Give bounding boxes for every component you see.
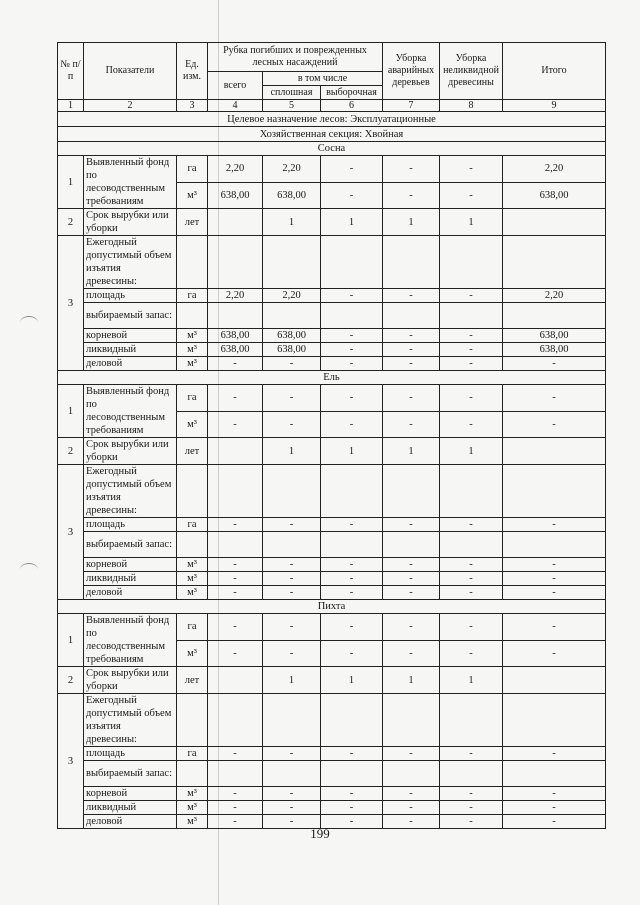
table-row [58, 289, 606, 303]
value-cell: - [440, 787, 503, 801]
empty-cell [177, 465, 208, 518]
value-cell: - [383, 572, 440, 586]
empty-cell [321, 236, 383, 289]
value-cell: - [503, 614, 606, 641]
value-cell: - [263, 815, 321, 829]
value-cell: - [321, 182, 383, 209]
unit-cell: м³ [177, 182, 208, 209]
unit-cell: лет [177, 438, 208, 465]
value-cell: - [263, 411, 321, 438]
value-cell: - [321, 787, 383, 801]
indicator-label: деловой [84, 586, 177, 600]
row-number: 1 [58, 614, 84, 667]
value-cell: - [440, 801, 503, 815]
species-row [58, 600, 606, 614]
value-cell: - [263, 572, 321, 586]
value-cell: - [321, 385, 383, 412]
indicator-label: Срок вырубки или уборки [84, 667, 177, 694]
value-cell: - [263, 518, 321, 532]
header-total: всего [208, 72, 263, 100]
indicator-label: корневой [84, 787, 177, 801]
value-cell: - [208, 572, 263, 586]
value-cell: 1 [383, 438, 440, 465]
header-selective: выборочная [321, 86, 383, 100]
value-cell: - [383, 329, 440, 343]
header-emergency: Уборка аварийных деревьев [383, 43, 440, 100]
value-cell: - [503, 747, 606, 761]
value-cell: - [321, 815, 383, 829]
value-cell: 2,20 [263, 289, 321, 303]
value-cell: 638,00 [208, 329, 263, 343]
empty-cell [208, 761, 263, 787]
empty-cell [263, 761, 321, 787]
value-cell: - [440, 518, 503, 532]
value-cell: - [208, 801, 263, 815]
value-cell: 1 [440, 209, 503, 236]
value-cell: - [263, 558, 321, 572]
value-cell: - [440, 558, 503, 572]
empty-cell [321, 465, 383, 518]
empty-cell [208, 236, 263, 289]
empty-cell [208, 303, 263, 329]
table-row [58, 156, 606, 183]
value-cell: - [383, 614, 440, 641]
table-row [58, 385, 606, 412]
value-cell: 1 [263, 667, 321, 694]
value-cell: - [503, 586, 606, 600]
value-cell: - [383, 182, 440, 209]
indicator-label: деловой [84, 815, 177, 829]
value-cell: 638,00 [208, 182, 263, 209]
unit-cell: лет [177, 667, 208, 694]
unit-cell: м³ [177, 343, 208, 357]
value-cell: 2,20 [208, 156, 263, 183]
unit-cell: га [177, 289, 208, 303]
value-cell: 1 [321, 438, 383, 465]
value-cell: - [208, 586, 263, 600]
indicator-label: Ежегодный допустимый объем изъятия древесины: [84, 694, 177, 747]
value-cell: - [263, 640, 321, 667]
empty-cell [383, 236, 440, 289]
indicator-label: Выявленный фонд по лесоводственным требованиям [84, 614, 177, 667]
value-cell: - [440, 182, 503, 209]
table-row [58, 761, 606, 787]
value-cell: 2,20 [208, 289, 263, 303]
value-cell: - [383, 801, 440, 815]
unit-cell: га [177, 614, 208, 641]
empty-cell [440, 694, 503, 747]
empty-cell [208, 532, 263, 558]
unit-cell: м³ [177, 586, 208, 600]
value-cell: - [263, 614, 321, 641]
empty-cell [177, 694, 208, 747]
unit-cell: м³ [177, 815, 208, 829]
value-cell: 1 [440, 667, 503, 694]
value-cell: - [383, 343, 440, 357]
value-cell: - [440, 614, 503, 641]
empty-cell [263, 303, 321, 329]
indicator-label: Выявленный фонд по лесоводственным требованиям [84, 156, 177, 209]
header-indicator: Показатели [84, 43, 177, 100]
indicator-label: Срок вырубки или уборки [84, 438, 177, 465]
row-number: 3 [58, 694, 84, 829]
page-number: 199 [310, 826, 330, 841]
empty-cell [383, 532, 440, 558]
empty-cell [503, 303, 606, 329]
value-cell: 638,00 [263, 182, 321, 209]
table-row [58, 747, 606, 761]
col-number: 7 [383, 100, 440, 112]
col-number: 3 [177, 100, 208, 112]
felling-table [57, 42, 606, 829]
value-cell: - [383, 357, 440, 371]
empty-cell [177, 303, 208, 329]
unit-cell: га [177, 385, 208, 412]
value-cell: 638,00 [503, 343, 606, 357]
value-cell: - [440, 343, 503, 357]
value-cell [503, 438, 606, 465]
value-cell: - [208, 640, 263, 667]
table-row [58, 614, 606, 641]
value-cell: - [263, 357, 321, 371]
row-number: 3 [58, 465, 84, 600]
species-name: Пихта [58, 600, 606, 614]
unit-cell: м³ [177, 357, 208, 371]
table-row [58, 209, 606, 236]
indicator-label: ликвидный [84, 801, 177, 815]
empty-cell [440, 532, 503, 558]
table-row [58, 558, 606, 572]
value-cell: - [503, 518, 606, 532]
value-cell: - [208, 815, 263, 829]
value-cell: - [263, 385, 321, 412]
value-cell: - [440, 357, 503, 371]
indicator-label: выбираемый запас: [84, 303, 177, 329]
value-cell: - [503, 787, 606, 801]
value-cell: 638,00 [263, 343, 321, 357]
value-cell: - [321, 572, 383, 586]
value-cell: - [440, 640, 503, 667]
empty-cell [177, 761, 208, 787]
header-itogo: Итого [503, 43, 606, 100]
unit-cell: м³ [177, 572, 208, 586]
value-cell [503, 667, 606, 694]
empty-cell [440, 761, 503, 787]
col-number: 4 [208, 100, 263, 112]
value-cell: - [383, 289, 440, 303]
indicator-label: площадь [84, 289, 177, 303]
col-number: 1 [58, 100, 84, 112]
value-cell: 1 [383, 209, 440, 236]
value-cell: - [321, 357, 383, 371]
value-cell: - [208, 357, 263, 371]
header-unit: Ед. изм. [177, 43, 208, 100]
indicator-label: Ежегодный допустимый объем изъятия древесины: [84, 236, 177, 289]
value-cell: 2,20 [503, 156, 606, 183]
indicator-label: Ежегодный допустимый объем изъятия древесины: [84, 465, 177, 518]
value-cell: 1 [440, 438, 503, 465]
empty-cell [177, 236, 208, 289]
unit-cell: м³ [177, 558, 208, 572]
value-cell: - [503, 558, 606, 572]
value-cell: - [440, 586, 503, 600]
value-cell: - [440, 156, 503, 183]
table-row [58, 465, 606, 518]
value-cell: - [208, 558, 263, 572]
empty-cell [503, 694, 606, 747]
empty-cell [503, 532, 606, 558]
punch-hole-mark [20, 316, 38, 329]
value-cell: - [321, 801, 383, 815]
unit-cell: м³ [177, 801, 208, 815]
value-cell: - [321, 614, 383, 641]
value-cell: - [321, 289, 383, 303]
value-cell: 638,00 [503, 329, 606, 343]
purpose-row: Целевое назначение лесов: Эксплуатационные [58, 112, 606, 127]
value-cell: - [321, 329, 383, 343]
value-cell: - [383, 815, 440, 829]
indicator-label: Срок вырубки или уборки [84, 209, 177, 236]
unit-cell: га [177, 156, 208, 183]
value-cell: 638,00 [208, 343, 263, 357]
empty-cell [263, 532, 321, 558]
empty-cell [208, 694, 263, 747]
empty-cell [321, 532, 383, 558]
empty-cell [503, 236, 606, 289]
value-cell: 1 [263, 438, 321, 465]
table-row [58, 787, 606, 801]
col-number: 9 [503, 100, 606, 112]
col-number: 8 [440, 100, 503, 112]
value-cell: - [383, 385, 440, 412]
table-row [58, 572, 606, 586]
empty-cell [383, 465, 440, 518]
indicator-label: площадь [84, 518, 177, 532]
table-row [58, 236, 606, 289]
unit-cell: м³ [177, 640, 208, 667]
empty-cell [208, 465, 263, 518]
value-cell [208, 209, 263, 236]
col-number: 6 [321, 100, 383, 112]
row-number: 1 [58, 156, 84, 209]
value-cell: 1 [263, 209, 321, 236]
value-cell: - [440, 815, 503, 829]
value-cell: - [440, 329, 503, 343]
value-cell: - [263, 801, 321, 815]
value-cell: - [321, 640, 383, 667]
value-cell: - [383, 558, 440, 572]
table-row [58, 329, 606, 343]
indicator-label: корневой [84, 329, 177, 343]
value-cell: - [321, 411, 383, 438]
value-cell [208, 438, 263, 465]
indicator-label: деловой [84, 357, 177, 371]
value-cell: - [440, 385, 503, 412]
value-cell: - [503, 572, 606, 586]
value-cell: - [263, 787, 321, 801]
indicator-label: выбираемый запас: [84, 532, 177, 558]
table-row [58, 303, 606, 329]
species-row [58, 142, 606, 156]
row-number: 3 [58, 236, 84, 371]
value-cell: - [263, 747, 321, 761]
table-row [58, 357, 606, 371]
table-row [58, 694, 606, 747]
species-name: Ель [58, 371, 606, 385]
empty-cell [503, 761, 606, 787]
value-cell: 1 [321, 667, 383, 694]
value-cell: - [321, 156, 383, 183]
header-including: в том числе [263, 72, 383, 86]
value-cell: - [263, 586, 321, 600]
empty-cell [321, 761, 383, 787]
empty-cell [383, 761, 440, 787]
value-cell: - [208, 787, 263, 801]
empty-cell [321, 303, 383, 329]
value-cell: - [440, 747, 503, 761]
value-cell: - [208, 614, 263, 641]
value-cell: - [321, 558, 383, 572]
unit-cell: м³ [177, 411, 208, 438]
empty-cell [263, 465, 321, 518]
value-cell [503, 209, 606, 236]
value-cell: - [503, 815, 606, 829]
indicator-label: ликвидный [84, 572, 177, 586]
unit-cell: м³ [177, 787, 208, 801]
empty-cell [177, 532, 208, 558]
col-number: 5 [263, 100, 321, 112]
value-cell: - [503, 411, 606, 438]
indicator-label: площадь [84, 747, 177, 761]
indicator-label: выбираемый запас: [84, 761, 177, 787]
value-cell: - [440, 289, 503, 303]
indicator-label: Выявленный фонд по лесоводственным требованиям [84, 385, 177, 438]
indicator-label: корневой [84, 558, 177, 572]
value-cell: - [383, 586, 440, 600]
value-cell: - [440, 411, 503, 438]
value-cell: - [383, 411, 440, 438]
value-cell: 2,20 [263, 156, 321, 183]
punch-hole-mark [20, 563, 38, 576]
value-cell: - [321, 586, 383, 600]
table-row [58, 586, 606, 600]
value-cell: - [503, 801, 606, 815]
unit-cell: га [177, 518, 208, 532]
unit-cell: га [177, 747, 208, 761]
value-cell: - [321, 343, 383, 357]
value-cell: - [383, 156, 440, 183]
value-cell: 638,00 [263, 329, 321, 343]
header-num: № п/п [58, 43, 84, 100]
value-cell: - [383, 747, 440, 761]
row-number: 2 [58, 209, 84, 236]
value-cell: - [208, 747, 263, 761]
value-cell: - [321, 518, 383, 532]
empty-cell [383, 303, 440, 329]
unit-cell: м³ [177, 329, 208, 343]
value-cell: 1 [321, 209, 383, 236]
header-clear: сплошная [263, 86, 321, 100]
table-row [58, 518, 606, 532]
empty-cell [263, 694, 321, 747]
row-number: 2 [58, 667, 84, 694]
section-row: Хозяйственная секция: Хвойная [58, 127, 606, 142]
row-number: 2 [58, 438, 84, 465]
value-cell: 2,20 [503, 289, 606, 303]
empty-cell [263, 236, 321, 289]
header-illiquid: Уборка неликвидной древесины [440, 43, 503, 100]
value-cell: 638,00 [503, 182, 606, 209]
value-cell: - [503, 357, 606, 371]
value-cell: - [440, 572, 503, 586]
value-cell: - [503, 385, 606, 412]
value-cell: - [208, 411, 263, 438]
column-numbers-row [58, 100, 606, 112]
table-row [58, 438, 606, 465]
table-row [58, 667, 606, 694]
row-number: 1 [58, 385, 84, 438]
unit-cell: лет [177, 209, 208, 236]
empty-cell [503, 465, 606, 518]
value-cell: - [383, 787, 440, 801]
table-row [58, 801, 606, 815]
species-row [58, 371, 606, 385]
species-name: Сосна [58, 142, 606, 156]
value-cell [208, 667, 263, 694]
indicator-label: ликвидный [84, 343, 177, 357]
value-cell: - [383, 518, 440, 532]
value-cell: - [208, 518, 263, 532]
value-cell: - [503, 640, 606, 667]
value-cell: - [208, 385, 263, 412]
table-row [58, 532, 606, 558]
value-cell: 1 [383, 667, 440, 694]
table-row [58, 343, 606, 357]
empty-cell [321, 694, 383, 747]
value-cell: - [383, 640, 440, 667]
value-cell: - [321, 747, 383, 761]
empty-cell [440, 465, 503, 518]
col-number: 2 [84, 100, 177, 112]
empty-cell [440, 303, 503, 329]
header-felling: Рубка погибших и поврежденных лесных насаждений [208, 43, 383, 72]
empty-cell [440, 236, 503, 289]
empty-cell [383, 694, 440, 747]
